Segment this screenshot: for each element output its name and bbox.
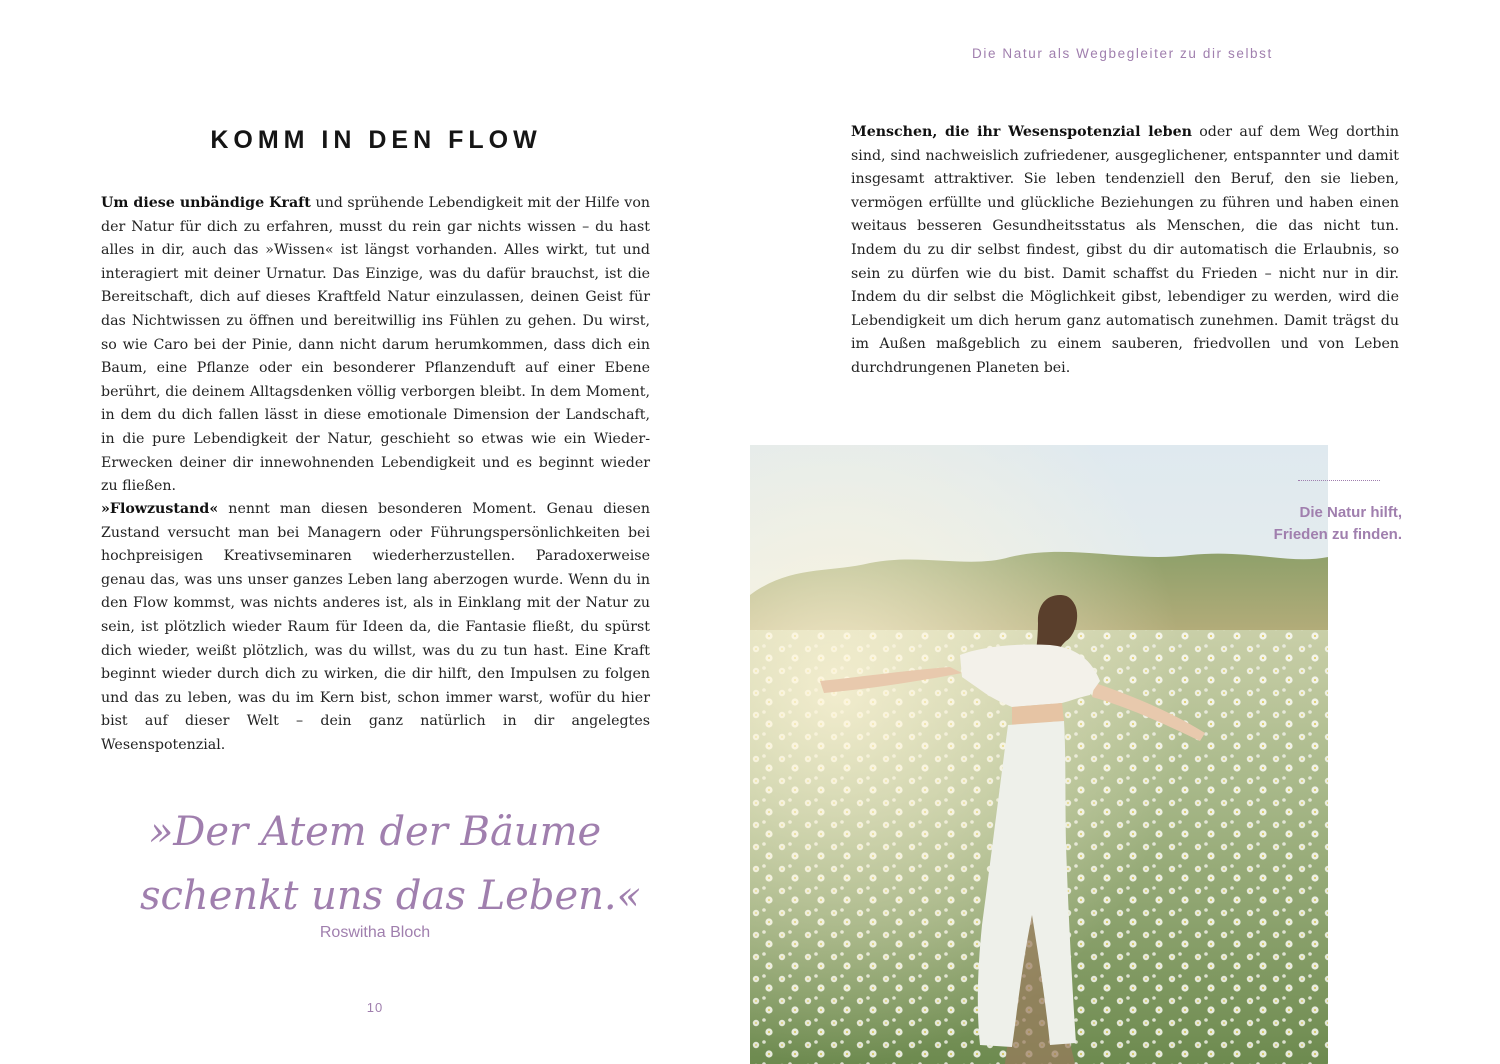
paragraph-1-lead: Um diese unbändige Kraft	[101, 195, 311, 211]
side-caption-line-1: Die Natur hilft,	[1299, 504, 1402, 521]
body-paragraph-3	[851, 121, 1399, 381]
running-head: Die Natur als Wegbegleiter zu dir selbst	[972, 46, 1273, 61]
paragraph-3-lead: Menschen, die ihr Wesenspotenzial leben	[851, 124, 1192, 140]
pull-quote-line-1: »Der Atem der Bäume	[148, 809, 602, 855]
quote-author: Roswitha Bloch	[319, 924, 431, 941]
paragraph-2-text: nennt man diesen besonderen Moment. Genau diesen Zustand versucht man bei Managern oder Führungspersönlichkeiten bei hochpreisigen Kreativseminaren wiederherzustellen. Paradoxerweise genau das, was uns unser ganzes Leben lang aberzogen wurde. Wenn du in den Flow kommst, was nichts anderes ist, als in Einklang mit der Natur zu sein, ist plötzlich wieder Raum für Ideen da, die Fantasie fließt, du spürst dich wieder, weißt plötzlich, was du willst, was du zu tun hast. Eine Kraft beginnt wieder durch dich zu wirken, die dir hilft, den Impulsen zu folgen und das zu leben, was du im Kern bist, schon immer warst, wofür du hier bist auf dieser Welt – dein ganz natürlich in dir angelegtes Wesenspotenzial.	[101, 501, 650, 753]
chapter-title: KOMM IN DEN FLOW	[210, 126, 542, 154]
pull-quote-line-2: schenkt uns das Leben.«	[140, 873, 642, 919]
body-paragraph-1	[101, 192, 650, 499]
paragraph-1-text: und sprühende Lebendigkeit mit der Hilfe von der Natur für dich zu erfahren, musst du rein gar nichts wissen – du hast alles in dir, auch das »Wissen« ist längst vorhanden. Alles wirkt, tut und interagiert mit deiner Urnatur. Das Einzige, was du dafür brauchst, ist die Bereitschaft, dich auf dieses Kraftfeld Natur einzulassen, deinen Geist für das Nichtwissen zu öffnen und bereitwillig ins Fühlen zu gehen. Du wirst, so wie Caro bei der Pinie, dann nicht darum herumkommen, dass dich ein Baum, eine Pflanze oder ein besonderer Pflanzenduft auf einer Ebene berührt, die deinem Alltagsdenken völlig verborgen bleibt. In dem Moment, in dem du dich fallen lässt in diese emotionale Dimension der Landschaft, in die pure Lebendigkeit der Natur, geschieht so etwas wie ein Wieder-Erwecken deiner dir innewohnenden Lebendigkeit und es beginnt wieder zu fließen.	[101, 195, 650, 495]
page-number: 10	[366, 1000, 384, 1015]
side-caption	[1230, 502, 1402, 546]
pull-quote	[140, 800, 642, 928]
paragraph-3-text: oder auf dem Weg dorthin sind, sind nachweislich zufriedener, ausgeglichener, entspannter und damit insgesamt attraktiver. Sie leben tendenziell den Beruf, den sie lieben, vermögen erfüllte und glückliche Beziehungen zu führen und haben einen weitaus besseren Gesundheitsstatus als Menschen, die das nicht tun. Indem du zu dir selbst findest, gibst du dir automatisch die Erlaubnis, so sein zu dürfen wie du bist. Damit schaffst du Frieden – nicht nur in dir. Indem du dir selbst die Möglichkeit gibst, lebendiger zu werden, wird die Lebendigkeit um dich herum ganz automatisch zunehmen. Damit trägst du im Außen maßgeblich zu einem sauberen, friedvollen und von Leben durchdrungenen Planeten bei.	[851, 124, 1399, 376]
side-caption-line-2: Frieden zu finden.	[1273, 526, 1402, 543]
dotted-divider	[1298, 480, 1380, 481]
paragraph-2-lead: »Flowzustand«	[101, 501, 219, 517]
body-paragraph-2	[101, 498, 650, 758]
